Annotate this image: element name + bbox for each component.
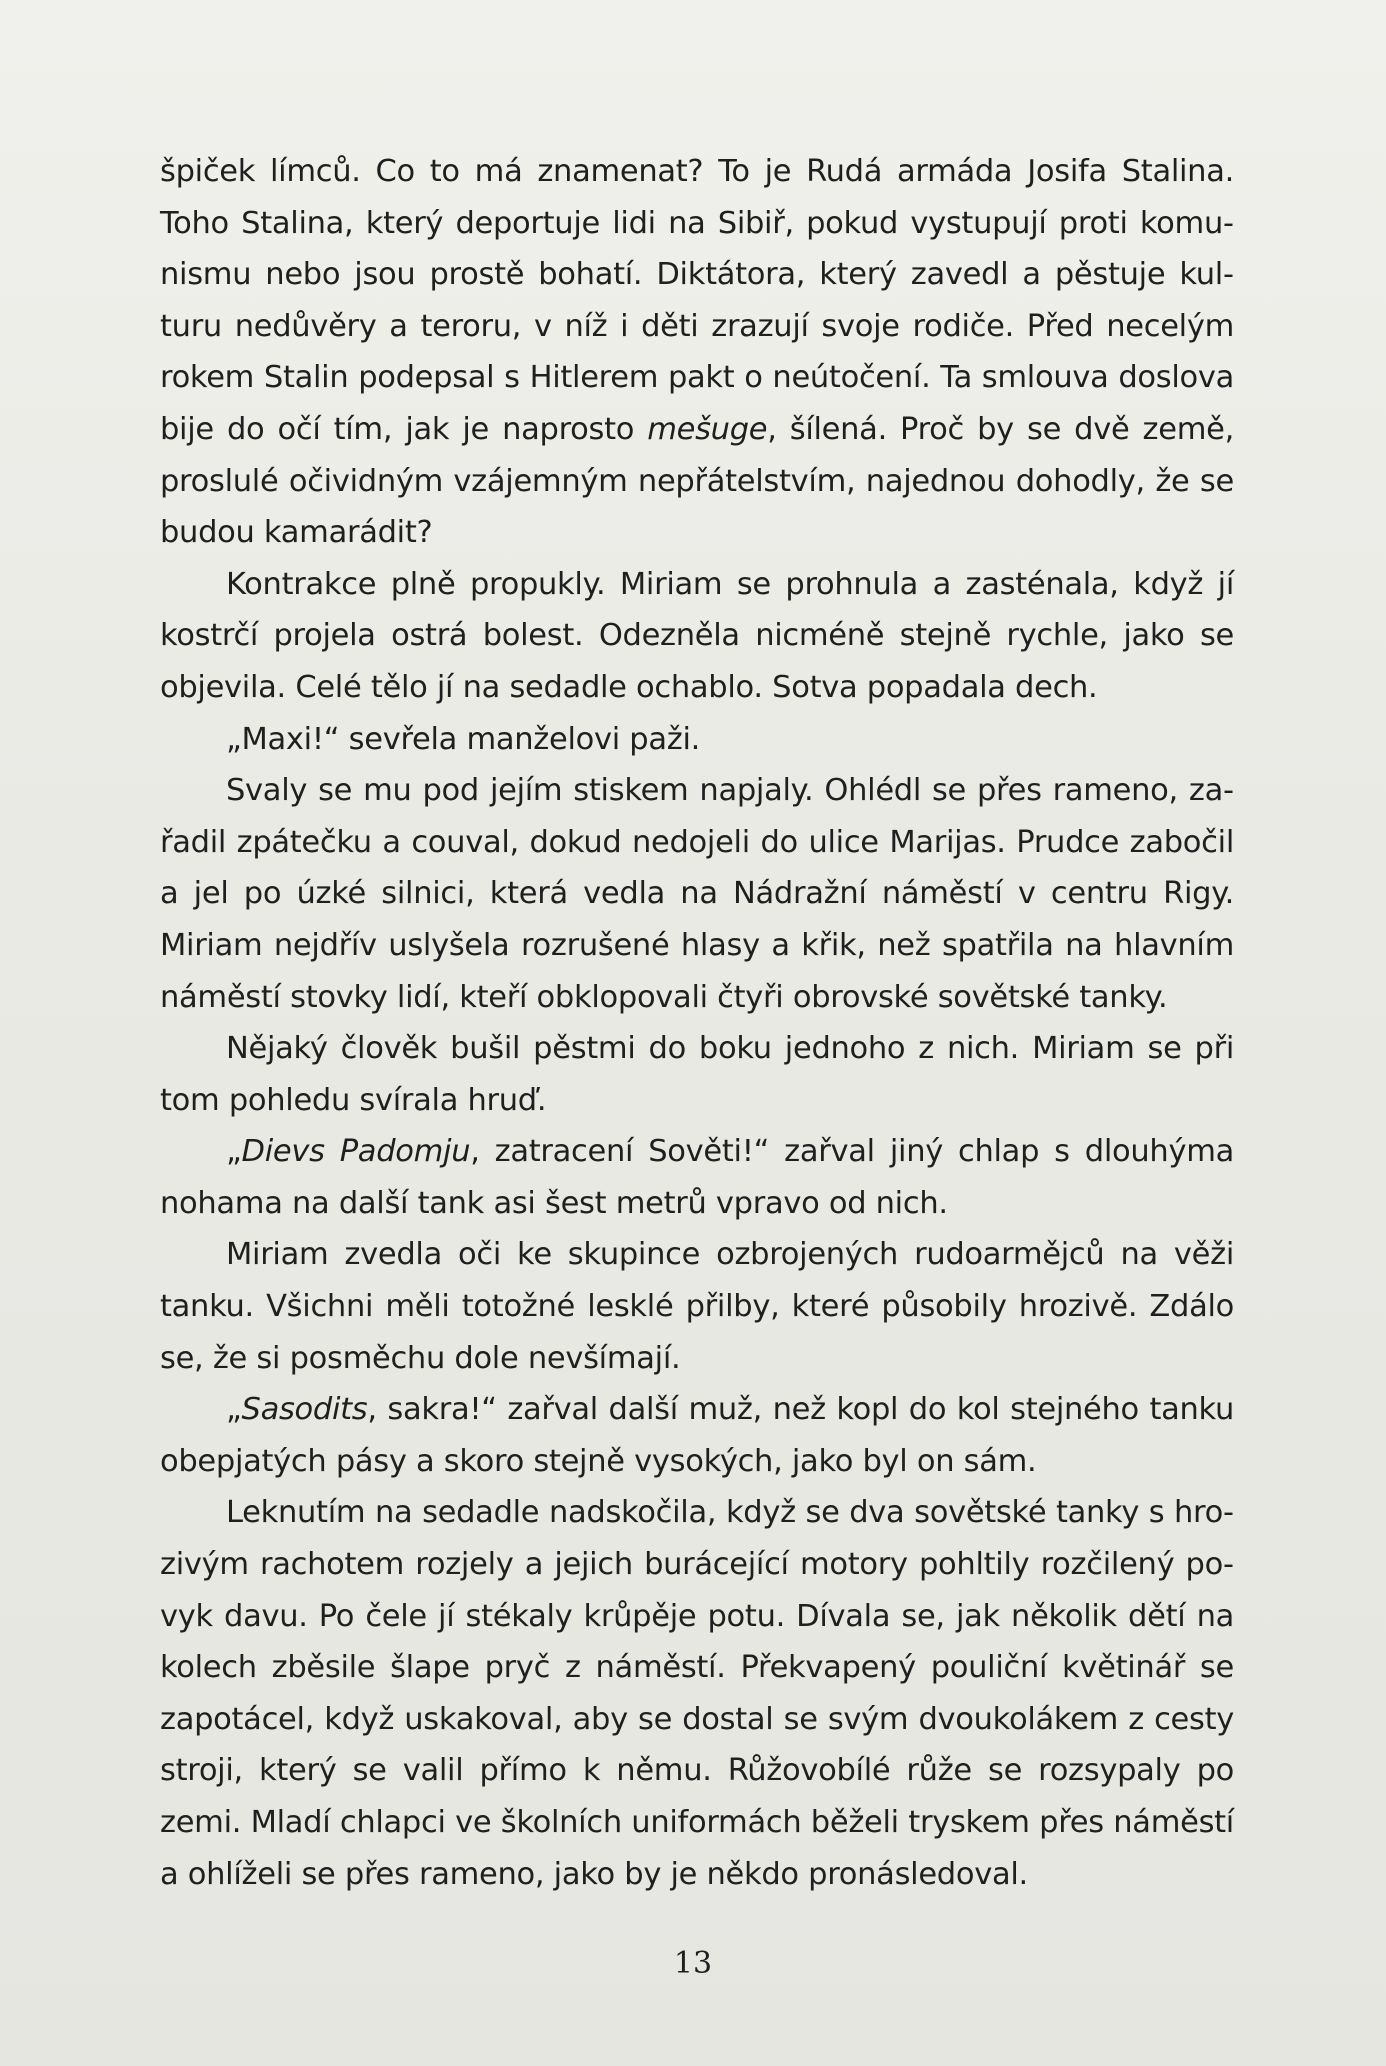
italic-term: Dievs Padomju bbox=[241, 1134, 471, 1170]
paragraph: Leknutím na sedadle nadskočila, když se dva sovětské tanky s hrozivým rachotem rozjely a jejich burácející motory pohltily rozčilený povyk davu. Po čele jí stékaly krůpěje potu. Dívala se, jak několik dětí na kolech zběsile šlape pryč z náměstí. Překvapený pouliční květinář se zapotácel, když uskakoval, aby se dostal se svým dvoukolákem z cesty stroji, který se valil přímo k němu. Růžovobílé růže se rozsypaly po zemi. Mladí chlapci ve školních uniformách běželi tryskem přes náměstí a ohlíželi se přes rameno, jako by je někdo pronásledoval. bbox=[160, 1495, 1234, 1892]
paragraph: Kontrakce plně propukly. Miriam se prohnula a zasténala, když jí kostrčí projela ostrá bolest. Odezněla nicméně stejně rychle, jako se objevila. Celé tělo jí na sedadle ochablo. Sotva popadala dech. bbox=[160, 566, 1234, 705]
paragraph: Miriam zvedla oči ke skupince ozbrojených rudoarmějců na věži tanku. Všichni měli totožné lesklé přilby, které působily hrozivě. Zdálo se, že si posměchu dole nevšímají. bbox=[160, 1237, 1234, 1376]
paragraph: špiček límců. Co to má znamenat? To je Rudá armáda Josifa Stalina. Toho Stalina, který deportuje lidi na Sibiř, pokud vystupují proti komunismu nebo jsou prostě bohatí. Diktátora, který zavedl a pěstuje kulturu nedůvěry a teroru, v níž i děti zrazují svoje rodiče. Před necelým rokem Stalin podepsal s Hitlerem pakt o neútočení. Ta smlouva doslova bije do očí tím, jak je naprosto mešuge, šílená. Proč by se dvě země, proslulé očividným vzájemným nepřátelstvím, najednou dohodly, že se budou kamarádit? bbox=[160, 154, 1234, 551]
italic-term: mešuge bbox=[647, 411, 768, 447]
paragraph: Nějaký člověk bušil pěstmi do boku jednoho z nich. Miriam se při tom pohledu svírala hruď. bbox=[160, 1031, 1234, 1118]
page-number: 13 bbox=[673, 1946, 713, 1981]
italic-term: Sasodits bbox=[241, 1392, 368, 1428]
paragraph: „Maxi!“ sevřela manželovi paži. bbox=[226, 721, 701, 757]
paragraph: „Dievs Padomju, zatracení Sověti!“ zařval jiný chlap s dlouhýma nohama na další tank asi šest metrů vpravo od nich. bbox=[160, 1134, 1234, 1221]
paragraph: Svaly se mu pod jejím stiskem napjaly. Ohlédl se přes rameno, zařadil zpátečku a couval, dokud nedojeli do ulice Marijas. Prudce zabočil a jel po úzké silnici, která vedla na Nádražní náměstí v centru Rigy. Miriam nejdřív uslyšela rozrušené hlasy a křik, než spatřila na hlavním náměstí stovky lidí, kteří obklopovali čtyři obrovské sovětské tanky. bbox=[160, 773, 1234, 1015]
body-text bbox=[160, 146, 1234, 1900]
paragraph: „Sasodits, sakra!“ zařval další muž, než kopl do kol stejného tanku obepjatých pásy a skoro stejně vysokých, jako byl on sám. bbox=[160, 1392, 1234, 1479]
